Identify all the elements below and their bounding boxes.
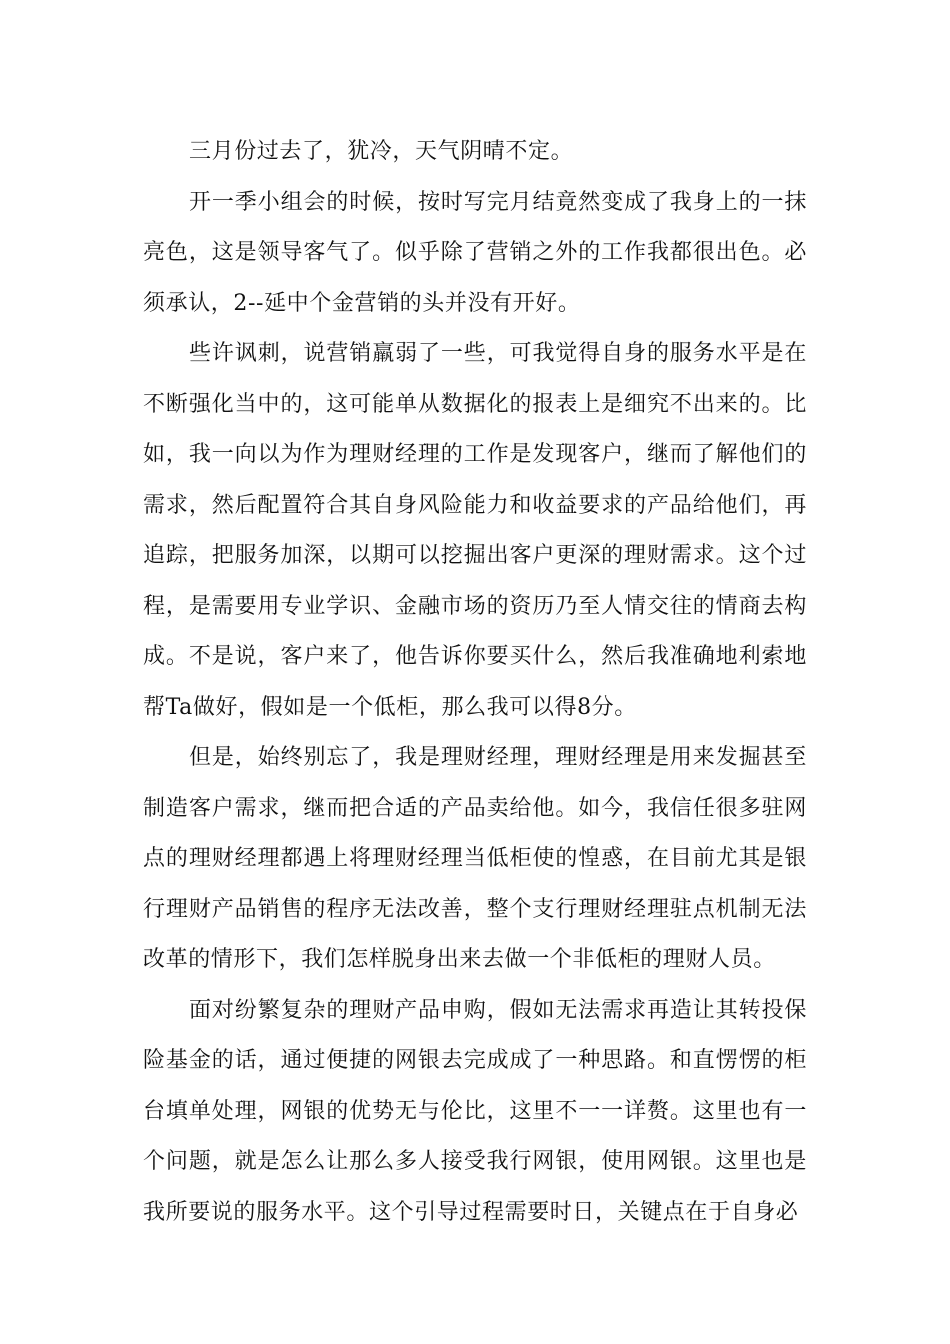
- paragraph-3: 些许讽刺，说营销羸弱了一些，可我觉得自身的服务水平是在不断强化当中的，这可能单从数据化的报表上是细究不出来的。比如，我一向以为作为理财经理的工作是发现客户，继而了解他们的需求，然后配置符合其自身风险能力和收益要求的产品给他们，再追踪，把服务加深，以期可以挖掘出客户更深的理财需求。这个过程，是需要用专业学识、金融市场的资历乃至人情交往的情商去构成。不是说，客户来了，他告诉你要买什么，然后我准确地利索地帮Ta做好，假如是一个低柜，那么我可以得8分。: [143, 341, 807, 720]
- paragraph-2: 开一季小组会的时候，按时写完月结竟然变成了我身上的一抹亮色，这是领导客气了。似乎除了营销之外的工作我都很出色。必须承认，2--延中个金营销的头并没有开好。: [143, 189, 807, 316]
- paragraph-5: 面对纷繁复杂的理财产品申购，假如无法需求再造让其转投保险基金的话，通过便捷的网银去完成成了一种思路。和直愣愣的柜台填单处理，网银的优势无与伦比，这里不一一详赘。这里也有一个问题，就是怎么让那么多人接受我行网银，使用网银。这里也是我所要说的服务水平。这个引导过程需要时日，关键点在于自身必: [143, 997, 807, 1225]
- document-body: [143, 127, 807, 1238]
- paragraph-4: 但是，始终别忘了，我是理财经理，理财经理是用来发掘甚至制造客户需求，继而把合适的产品卖给他。如今，我信任很多驻网点的理财经理都遇上将理财经理当低柜使的惶惑，在目前尤其是银行理财产品销售的程序无法改善，整个支行理财经理驻点机制无法改革的情形下，我们怎样脱身出来去做一个非低柜的理财人员。: [143, 745, 807, 972]
- paragraph-1: 三月份过去了，犹冷，天气阴晴不定。: [189, 139, 574, 164]
